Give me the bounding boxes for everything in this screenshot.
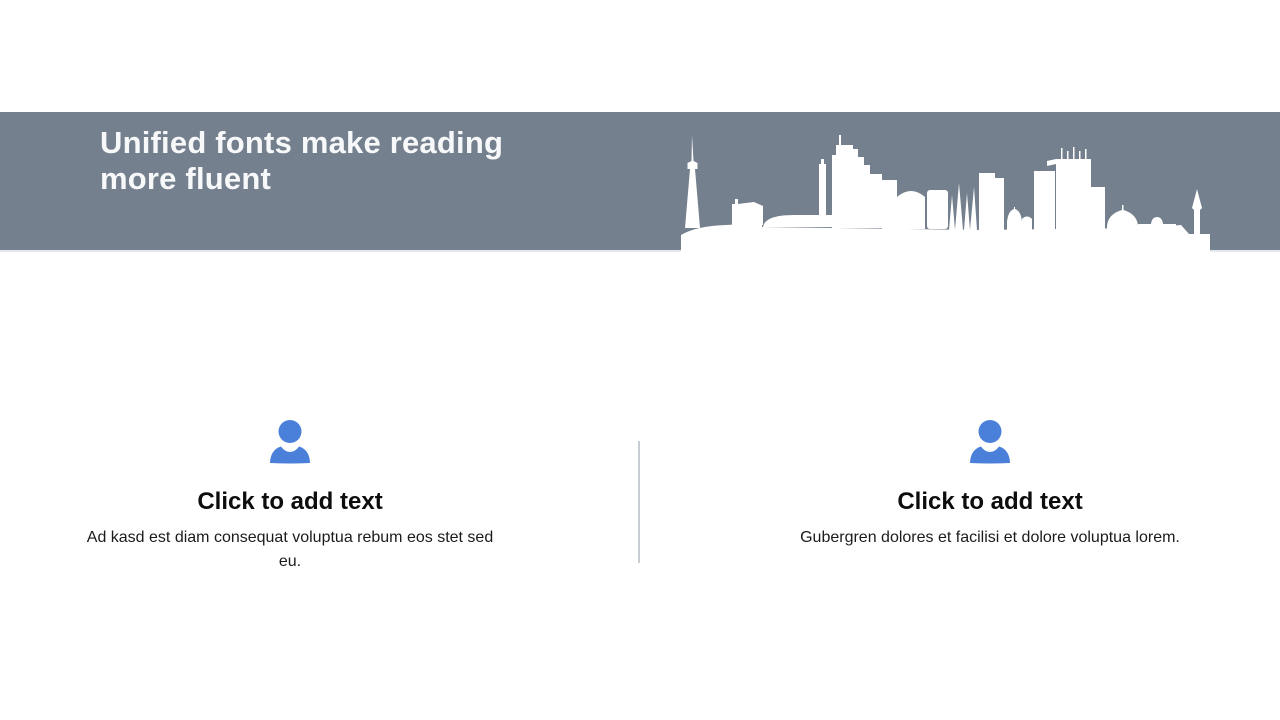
text-placeholder-body[interactable]: Ad kasd est diam consequat voluptua rebum eos stet sed eu. — [86, 529, 494, 570]
text-placeholder-body[interactable]: Gubergren dolores et facilisi et dolore voluptua lorem. — [800, 529, 1180, 546]
title-band — [0, 112, 1280, 252]
placeholder-column-right — [760, 419, 1220, 574]
slide-title: Unified fonts make reading more fluent — [100, 125, 504, 196]
city-skyline-icon — [676, 133, 1213, 257]
text-placeholder-heading[interactable]: Click to add text — [197, 488, 383, 515]
person-icon — [267, 419, 313, 465]
placeholder-column-left — [60, 419, 520, 574]
text-placeholder-heading[interactable]: Click to add text — [897, 488, 1083, 515]
column-divider — [638, 441, 640, 563]
content-row — [0, 419, 1280, 574]
person-icon — [967, 419, 1013, 465]
